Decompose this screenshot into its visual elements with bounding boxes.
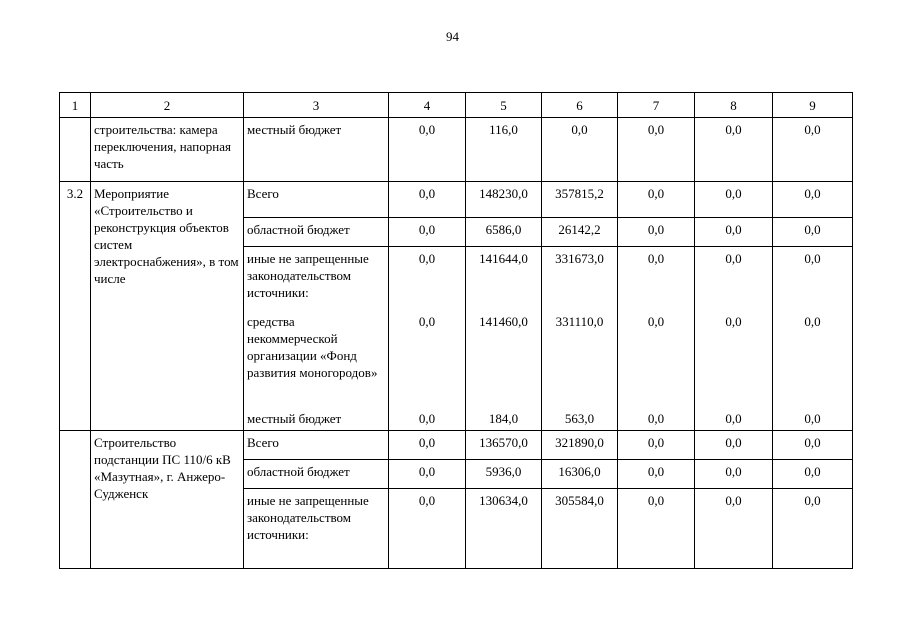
value-cell: 305584,0 xyxy=(542,489,618,569)
page-number: 94 xyxy=(446,29,459,44)
value-cell: 0,0 xyxy=(389,460,466,489)
value-cell: 331673,0 xyxy=(542,247,618,310)
funding-source: средства некоммерческой организации «Фонд развития моногородов» xyxy=(244,310,389,407)
value-cell: 184,0 xyxy=(466,407,542,431)
funding-source: областной бюджет xyxy=(244,218,389,247)
value-cell: 26142,2 xyxy=(542,218,618,247)
value-cell: 0,0 xyxy=(773,310,853,407)
value-cell: 0,0 xyxy=(618,407,695,431)
header-cell: 5 xyxy=(466,93,542,118)
item-name: строительства: камера переключения, напорная часть xyxy=(91,118,244,182)
row-number xyxy=(60,431,91,569)
value-cell: 563,0 xyxy=(542,407,618,431)
value-cell: 0,0 xyxy=(389,489,466,569)
value-cell: 0,0 xyxy=(618,310,695,407)
value-cell: 0,0 xyxy=(389,431,466,460)
value-cell: 0,0 xyxy=(389,310,466,407)
header-cell: 1 xyxy=(60,93,91,118)
value-cell: 0,0 xyxy=(389,118,466,182)
value-cell: 0,0 xyxy=(695,460,773,489)
value-cell: 0,0 xyxy=(695,118,773,182)
row-number: 3.2 xyxy=(60,182,91,431)
item-name: Строительство подстанции ПС 110/6 кВ «Мазутная», г. Анжеро-Судженск xyxy=(91,431,244,569)
value-cell: 0,0 xyxy=(773,460,853,489)
value-cell: 0,0 xyxy=(695,431,773,460)
value-cell: 331110,0 xyxy=(542,310,618,407)
value-cell: 0,0 xyxy=(618,118,695,182)
value-cell: 116,0 xyxy=(466,118,542,182)
value-cell: 148230,0 xyxy=(466,182,542,218)
header-cell: 2 xyxy=(91,93,244,118)
value-cell: 0,0 xyxy=(773,118,853,182)
funding-source: местный бюджет xyxy=(244,118,389,182)
funding-source: Всего xyxy=(244,182,389,218)
funding-source: Всего xyxy=(244,431,389,460)
value-cell: 0,0 xyxy=(618,247,695,310)
header-cell: 4 xyxy=(389,93,466,118)
value-cell: 0,0 xyxy=(695,489,773,569)
value-cell: 0,0 xyxy=(618,489,695,569)
item-name: Мероприятие «Строительство и реконструкция объектов систем электроснабжения», в том числе xyxy=(91,182,244,431)
header-row xyxy=(60,93,853,118)
budget-table xyxy=(59,92,853,569)
header-cell: 7 xyxy=(618,93,695,118)
value-cell: 0,0 xyxy=(773,407,853,431)
value-cell: 0,0 xyxy=(618,460,695,489)
value-cell: 130634,0 xyxy=(466,489,542,569)
value-cell: 0,0 xyxy=(695,247,773,310)
value-cell: 141644,0 xyxy=(466,247,542,310)
value-cell: 136570,0 xyxy=(466,431,542,460)
header-cell: 9 xyxy=(773,93,853,118)
funding-source: иные не запрещенные законодательством источники: xyxy=(244,489,389,569)
value-cell: 0,0 xyxy=(389,182,466,218)
value-cell: 0,0 xyxy=(389,407,466,431)
funding-source: иные не запрещенные законодательством источники: xyxy=(244,247,389,310)
value-cell: 0,0 xyxy=(695,218,773,247)
value-cell: 0,0 xyxy=(773,182,853,218)
header-cell: 3 xyxy=(244,93,389,118)
value-cell: 0,0 xyxy=(695,310,773,407)
value-cell: 0,0 xyxy=(773,218,853,247)
header-cell: 8 xyxy=(695,93,773,118)
value-cell: 0,0 xyxy=(389,218,466,247)
table-row xyxy=(60,431,853,460)
table-row xyxy=(60,182,853,218)
value-cell: 16306,0 xyxy=(542,460,618,489)
value-cell: 0,0 xyxy=(695,182,773,218)
value-cell: 0,0 xyxy=(773,431,853,460)
value-cell: 357815,2 xyxy=(542,182,618,218)
value-cell: 5936,0 xyxy=(466,460,542,489)
value-cell: 0,0 xyxy=(695,407,773,431)
value-cell: 0,0 xyxy=(389,247,466,310)
value-cell: 0,0 xyxy=(542,118,618,182)
table-row xyxy=(60,118,853,182)
value-cell: 141460,0 xyxy=(466,310,542,407)
value-cell: 0,0 xyxy=(618,182,695,218)
funding-source: местный бюджет xyxy=(244,407,389,431)
value-cell: 0,0 xyxy=(773,247,853,310)
funding-source: областной бюджет xyxy=(244,460,389,489)
row-number xyxy=(60,118,91,182)
value-cell: 0,0 xyxy=(618,431,695,460)
value-cell: 0,0 xyxy=(618,218,695,247)
value-cell: 321890,0 xyxy=(542,431,618,460)
header-cell: 6 xyxy=(542,93,618,118)
value-cell: 6586,0 xyxy=(466,218,542,247)
value-cell: 0,0 xyxy=(773,489,853,569)
